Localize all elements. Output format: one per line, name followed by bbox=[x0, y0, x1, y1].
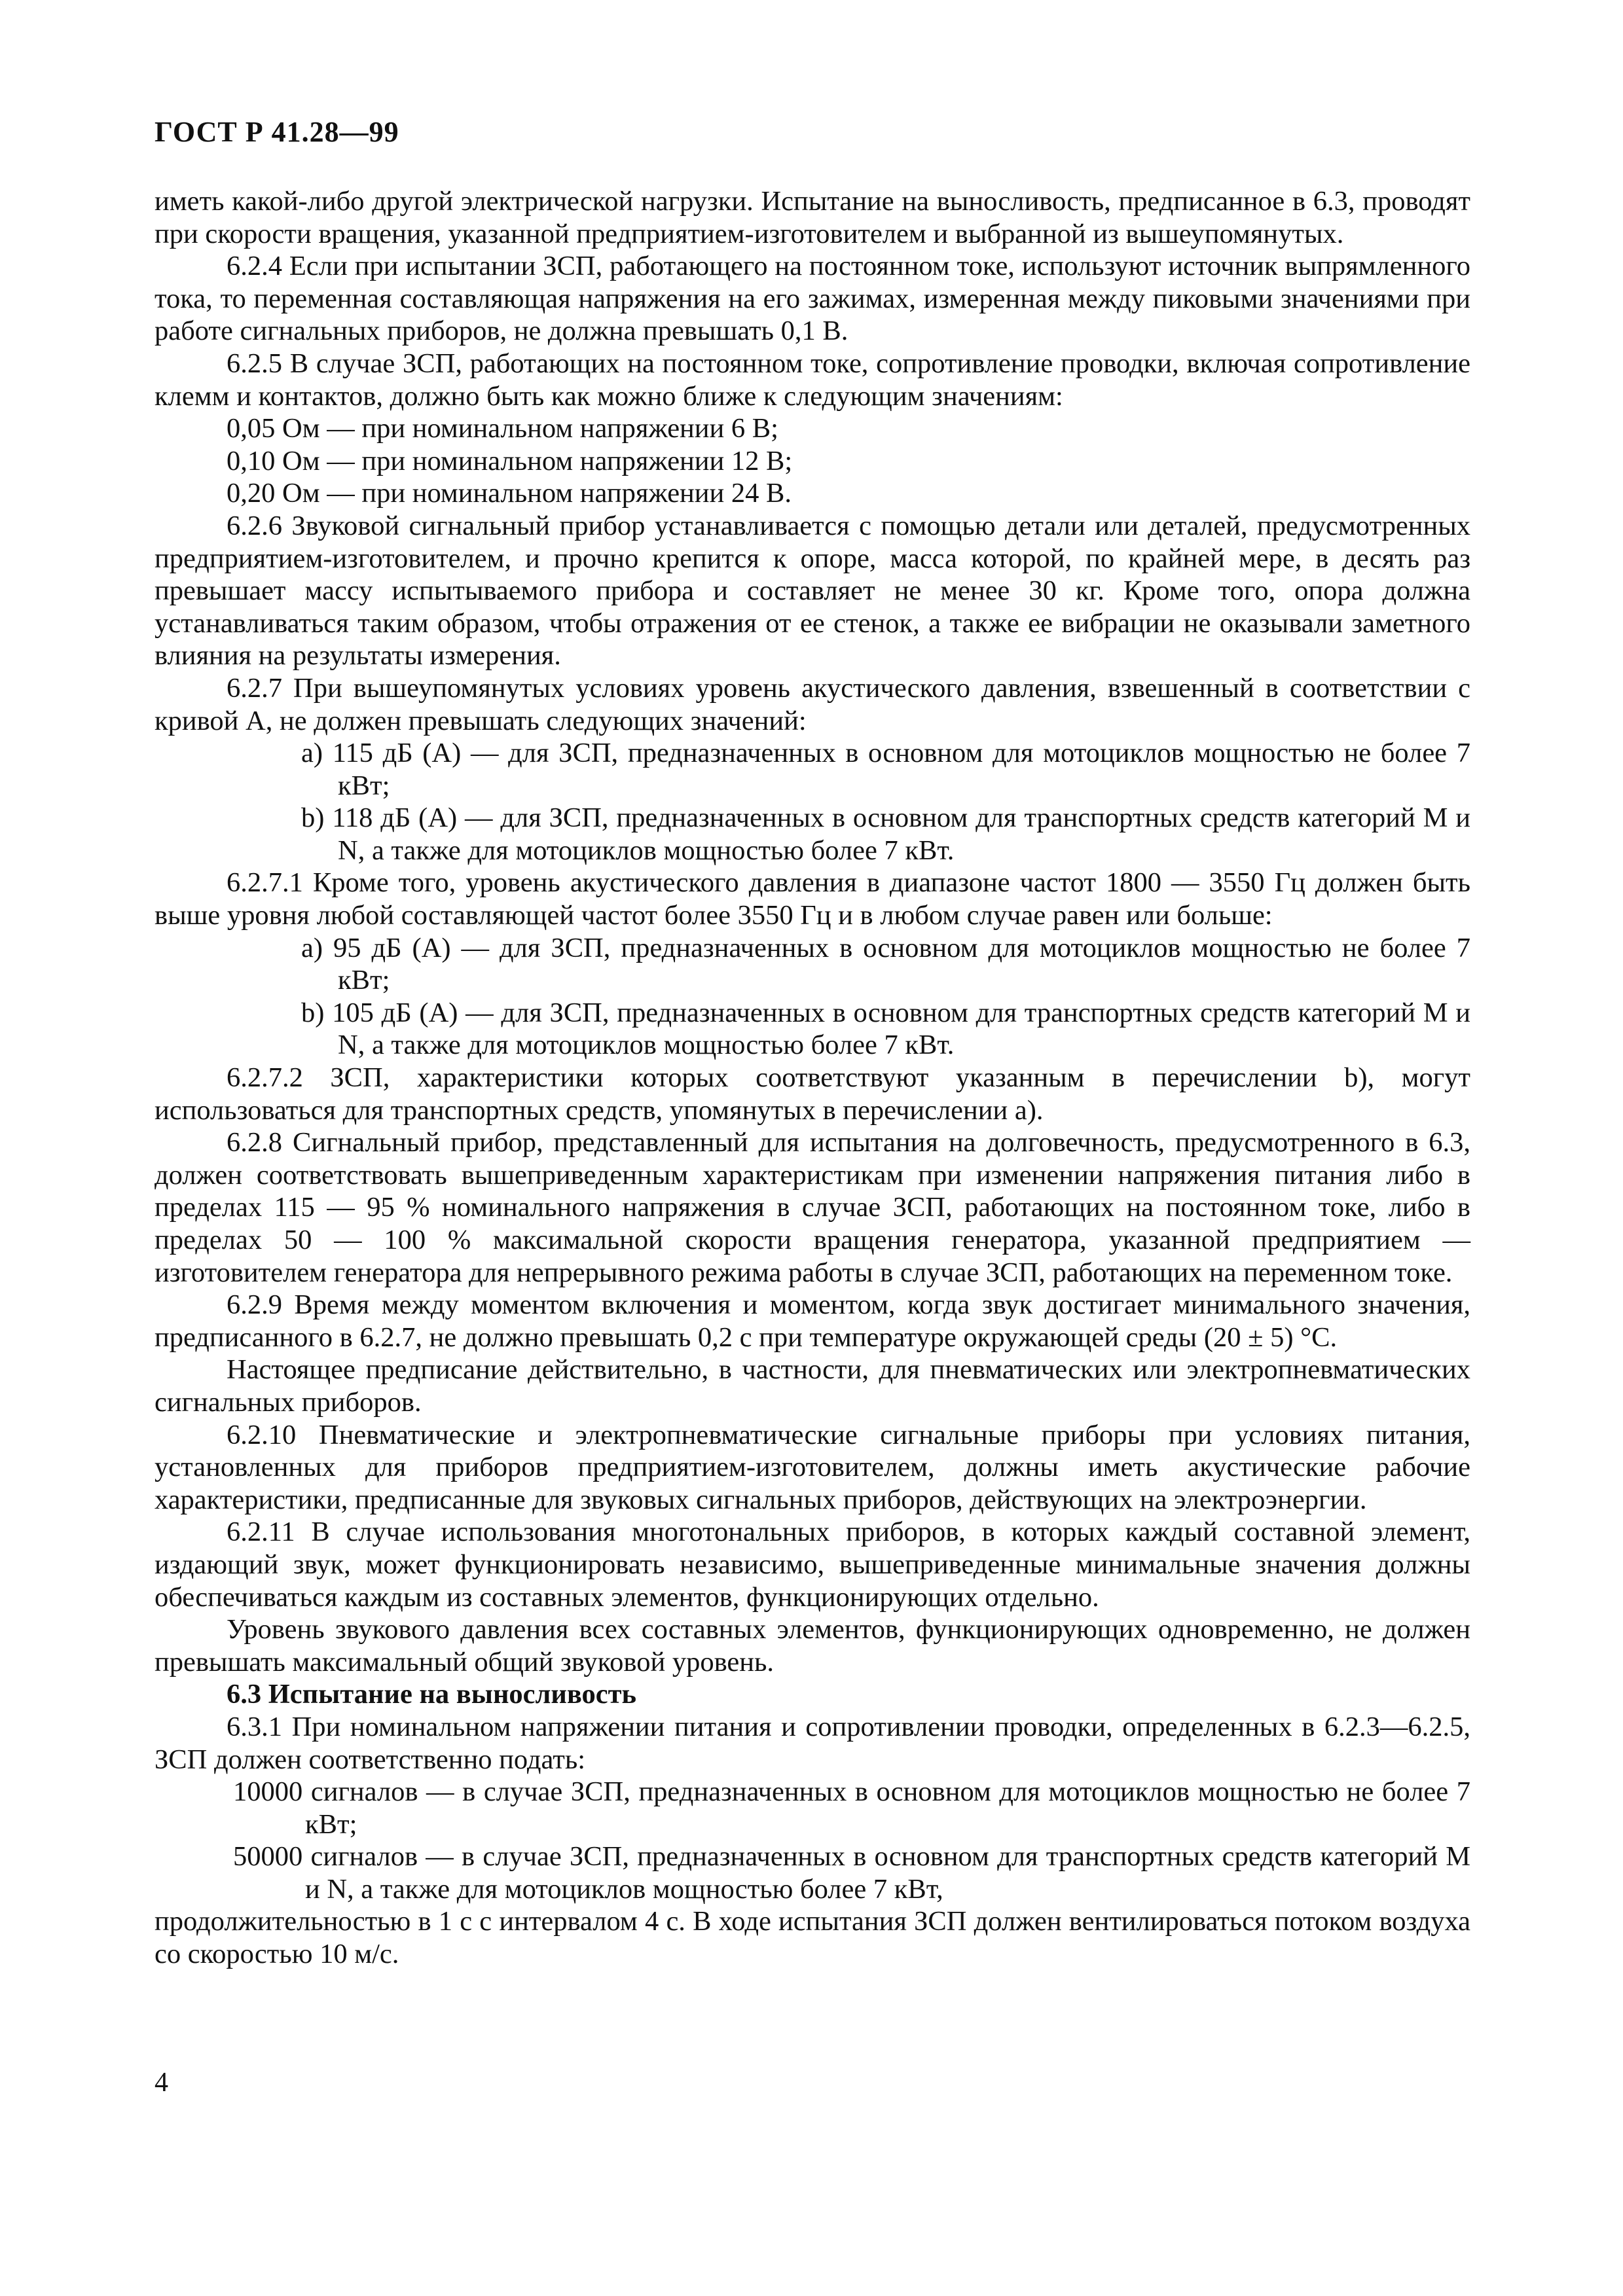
value-line: 0,10 Ом — при номинальном напряжении 12 В; bbox=[227, 445, 793, 476]
document-page bbox=[155, 115, 1470, 1971]
paragraph: 6.2.10 Пневматические и электропневматические сигнальные приборы при условиях питания, установленных для приборов предприятием-изготовителем, должны иметь акустические рабочие характеристики, предписанные для звуковых сигнальных приборов, действующих на электроэнергии. bbox=[155, 1419, 1470, 1515]
value-line: 0,05 Ом — при номинальном напряжении 6 В; bbox=[227, 413, 778, 444]
paragraph: 6.2.7 При вышеупомянутых условиях уровень акустического давления, взвешенный в соответствии с кривой А, не должен превышать следующих значений: bbox=[155, 672, 1470, 736]
paragraph: 6.2.7.1 Кроме того, уровень акустического давления в диапазоне частот 1800 — 3550 Гц должен быть выше уровня любой составляющей частот более 3550 Гц и в любом случае равен или больше: bbox=[155, 867, 1470, 931]
paragraph: 6.2.8 Сигнальный прибор, представленный для испытания на долговечность, предусмотренного в 6.3, должен соответствовать вышеприведенным характеристикам при изменении напряжения питания либо в пределах 115 — 95 % номинального напряжения в случае ЗСП, работающих на постоянном токе, либо в пределах 50 — 100 % максимальной скорости вращения генератора, указанной предприятием — изготовителем генератора для непрерывного режима работы в случае ЗСП, работающих на переменном токе. bbox=[155, 1127, 1470, 1288]
paragraph: 6.2.11 В случае использования многотональных приборов, в которых каждый составной элемент, издающий звук, может функционировать независимо, вышеприведенные минимальные значения должны обеспечиваться каждым из составных элементов, функционирующих отдельно. bbox=[155, 1516, 1470, 1613]
paragraph: 6.3.1 При номинальном напряжении питания и сопротивлении проводки, определенных в 6.2.3—6.2.5, ЗСП должен соответственно подать: bbox=[155, 1711, 1470, 1775]
list-item: b) 118 дБ (А) — для ЗСП, предназначенных в основном для транспортных средств категорий М и N, а также для мотоциклов мощностью более 7 кВт. bbox=[301, 802, 1470, 866]
section-heading: 6.3 Испытание на выносливость bbox=[227, 1679, 637, 1710]
paragraph: 6.2.6 Звуковой сигнальный прибор устанавливается с помощью детали или деталей, предусмотренных предприятием-изготовителем, и прочно крепится к опоре, масса которой, по крайней мере, в десять раз превышает массу испытываемого прибора и составляет не менее 30 кг. Кроме того, опора должна устанавливаться таким образом, чтобы отражения от ее стенок, а также ее вибрации не оказывали заметного влияния на результаты измерения. bbox=[155, 510, 1470, 672]
paragraph: Настоящее предписание действительно, в частности, для пневматических или электропневматических сигнальных приборов. bbox=[155, 1354, 1470, 1418]
list-item: а) 95 дБ (А) — для ЗСП, предназначенных в основном для мотоциклов мощностью не более 7 кВт; bbox=[301, 932, 1470, 996]
paragraph: продолжительностью в 1 с с интервалом 4 с. В ходе испытания ЗСП должен вентилироваться потоком воздуха со скоростью 10 м/с. bbox=[155, 1906, 1470, 1970]
paragraph: иметь какой-либо другой электрической нагрузки. Испытание на выносливость, предписанное в 6.3, проводят при скорости вращения, указанной предприятием-изготовителем и выбранной из вышеупомянутых. bbox=[155, 186, 1470, 249]
paragraph: Уровень звукового давления всех составных элементов, функционирующих одновременно, не должен превышать максимальный общий звуковой уровень. bbox=[155, 1614, 1470, 1677]
document-header: ГОСТ Р 41.28—99 bbox=[155, 116, 399, 148]
list-item: 50000 сигналов — в случае ЗСП, предназначенных в основном для транспортных средств категорий М и N, а также для мотоциклов мощностью более 7 кВт, bbox=[233, 1841, 1470, 1905]
paragraph: 6.2.9 Время между моментом включения и моментом, когда звук достигает минимального значения, предписанного в 6.2.7, не должно превышать 0,2 с при температуре окружающей среды (20 ± 5) °С. bbox=[155, 1289, 1470, 1353]
paragraph: 6.2.5 В случае ЗСП, работающих на постоянном токе, сопротивление проводки, включая сопротивление клемм и контактов, должно быть как можно ближе к следующим значениям: bbox=[155, 348, 1470, 412]
list-item: 10000 сигналов — в случае ЗСП, предназначенных в основном для мотоциклов мощностью не более 7 кВт; bbox=[233, 1776, 1470, 1840]
list-item: а) 115 дБ (А) — для ЗСП, предназначенных в основном для мотоциклов мощностью не более 7 кВт; bbox=[301, 738, 1470, 801]
paragraph: 6.2.7.2 ЗСП, характеристики которых соответствуют указанным в перечислении b), могут использоваться для транспортных средств, упомянутых в перечислении а). bbox=[155, 1062, 1470, 1126]
page-number: 4 bbox=[155, 2068, 168, 2098]
document-body bbox=[155, 185, 1470, 1971]
value-line: 0,20 Ом — при номинальном напряжении 24 В. bbox=[227, 478, 792, 509]
list-item: b) 105 дБ (А) — для ЗСП, предназначенных в основном для транспортных средств категорий М и N, а также для мотоциклов мощностью более 7 кВт. bbox=[301, 997, 1470, 1061]
paragraph: 6.2.4 Если при испытании ЗСП, работающего на постоянном токе, используют источник выпрямленного тока, то переменная составляющая напряжения на его зажимах, измеренная между пиковыми значениями при работе сигнальных приборов, не должна превышать 0,1 В. bbox=[155, 251, 1470, 347]
